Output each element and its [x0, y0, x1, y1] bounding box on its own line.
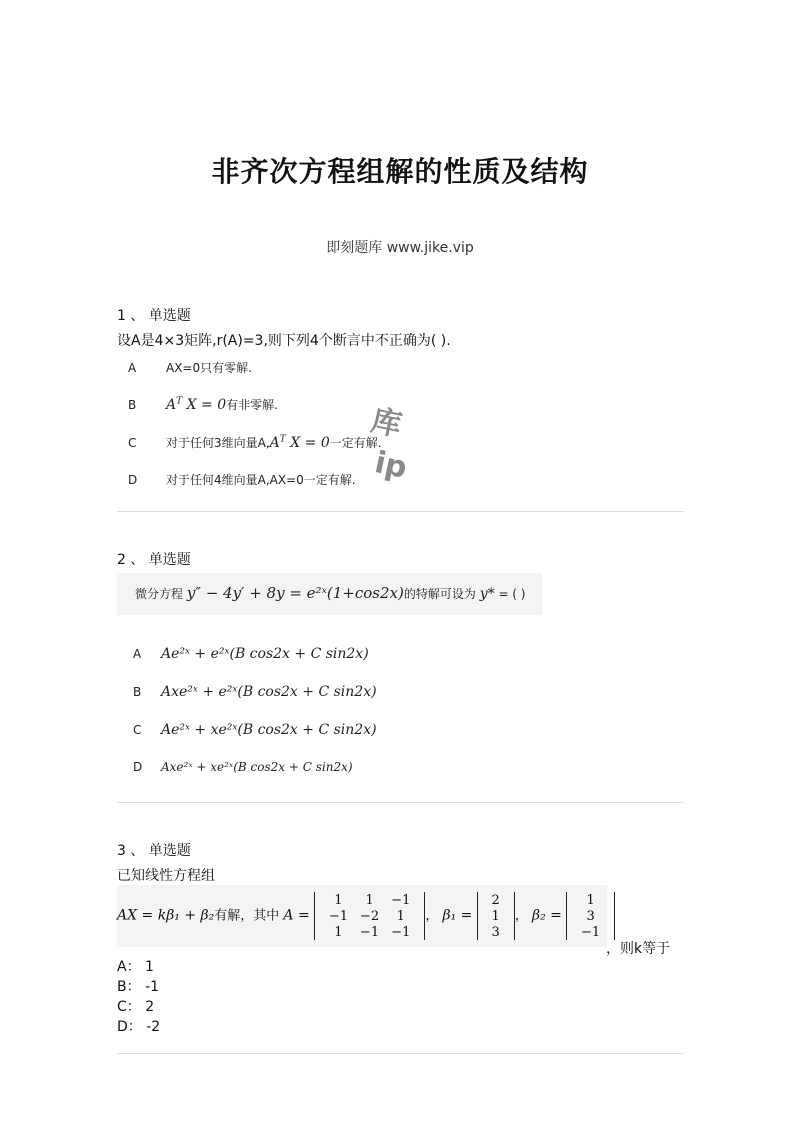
option-math: Axe²ˣ + e²ˣ(B cos2x + C sin2x): [161, 684, 377, 700]
option-text: 一定有解.: [329, 436, 382, 450]
beta2-label: β₂ =: [531, 907, 562, 924]
answer-value: 2: [145, 999, 155, 1015]
q3-eq-mid: 有解，其中: [214, 908, 280, 924]
q3-equation-image: AX = kβ₁ + β₂有解，其中 A = 1 1 −1 −1 −2 1 1 −1 −1 ， β₁ = 2 1 3 ， β₂ = 1 3 −1: [117, 885, 607, 947]
q2-stem-y: y*: [479, 586, 495, 602]
q3-stem-tail: ，则k等于: [606, 941, 671, 957]
q1-option-c[interactable]: [128, 434, 382, 451]
q2-header: 2 、 单选题: [117, 552, 191, 568]
answer-label: C：: [117, 999, 141, 1015]
watermark-line2: ip: [371, 445, 411, 486]
option-letter: A: [128, 361, 137, 375]
q2-option-b[interactable]: [133, 684, 377, 700]
option-letter: C: [133, 723, 142, 737]
divider: [117, 511, 684, 512]
q3-answer-a[interactable]: [117, 956, 154, 976]
divider: [117, 1053, 684, 1054]
q2-option-a[interactable]: [133, 646, 369, 662]
q1-option-d[interactable]: [128, 471, 356, 488]
q2-stem-math: y″ − 4y′ + 8y = e²ˣ(1+cos2x): [186, 584, 404, 602]
q3-header: 3 、 单选题: [117, 843, 191, 859]
vector-beta2: 1 3 −1: [566, 892, 615, 940]
q1-header: 1 、 单选题: [117, 308, 191, 324]
q1-stem: 设A是4×3矩阵,r(A)=3,则下列4个断言中不正确为( ).: [117, 333, 451, 349]
option-math: Ae²ˣ + e²ˣ(B cos2x + C sin2x): [161, 646, 369, 662]
option-letter: B: [128, 398, 137, 412]
q1-option-a[interactable]: [128, 359, 252, 376]
answer-value: -1: [145, 979, 160, 995]
q3-answer-d[interactable]: [117, 1016, 160, 1036]
matrix-A: 1 1 −1 −1 −2 1 1 −1 −1: [314, 892, 426, 940]
vector-beta1: 2 1 3: [477, 892, 515, 940]
q1-option-b[interactable]: [128, 396, 278, 413]
option-math: Axe²ˣ + xe²ˣ(B cos2x + C sin2x): [161, 760, 353, 774]
q2-option-d[interactable]: [133, 760, 353, 774]
option-letter: B: [133, 685, 142, 699]
option-text: AX=0只有零解.: [166, 361, 252, 375]
answer-label: B：: [117, 979, 141, 995]
option-letter: D: [128, 473, 138, 487]
answer-label: A：: [117, 959, 141, 975]
q2-stem-image: [117, 573, 542, 615]
q2-stem-post: 的特解可设为: [403, 587, 476, 601]
divider: [117, 802, 684, 803]
watermark-line1: 库: [367, 403, 405, 444]
q2-option-c[interactable]: [133, 722, 377, 738]
option-letter: C: [128, 436, 137, 450]
q3-answer-b[interactable]: [117, 976, 159, 996]
q3-stem: 已知线性方程组: [117, 868, 215, 884]
option-letter: A: [133, 647, 142, 661]
q2-stem-end: = ( ): [498, 587, 526, 601]
option-math: $A^T$ X = 0: [269, 434, 330, 451]
option-math: $A^T$ X = 0: [166, 396, 227, 413]
option-text: 对于任何4维向量A,AX=0一定有解.: [166, 473, 356, 487]
option-letter: D: [133, 760, 143, 774]
page-title: 非齐次方程组解的性质及结构: [211, 155, 589, 188]
answer-label: D：: [117, 1019, 142, 1035]
option-math: Ae²ˣ + xe²ˣ(B cos2x + C sin2x): [161, 722, 377, 738]
answer-value: 1: [145, 959, 154, 975]
q3-eq-A: A =: [283, 907, 310, 924]
option-pre: 对于任何3维向量A,: [166, 436, 270, 450]
q2-stem-pre: 微分方程: [135, 587, 184, 601]
answer-value: -2: [146, 1019, 161, 1035]
q3-eq-pre: AX = kβ₁ + β₂: [117, 907, 215, 924]
beta1-label: β₁ =: [442, 907, 473, 924]
option-text: 有非零解.: [226, 398, 278, 412]
page-subtitle: 即刻题库 www.jike.vip: [326, 240, 474, 256]
q3-answer-c[interactable]: [117, 996, 154, 1016]
